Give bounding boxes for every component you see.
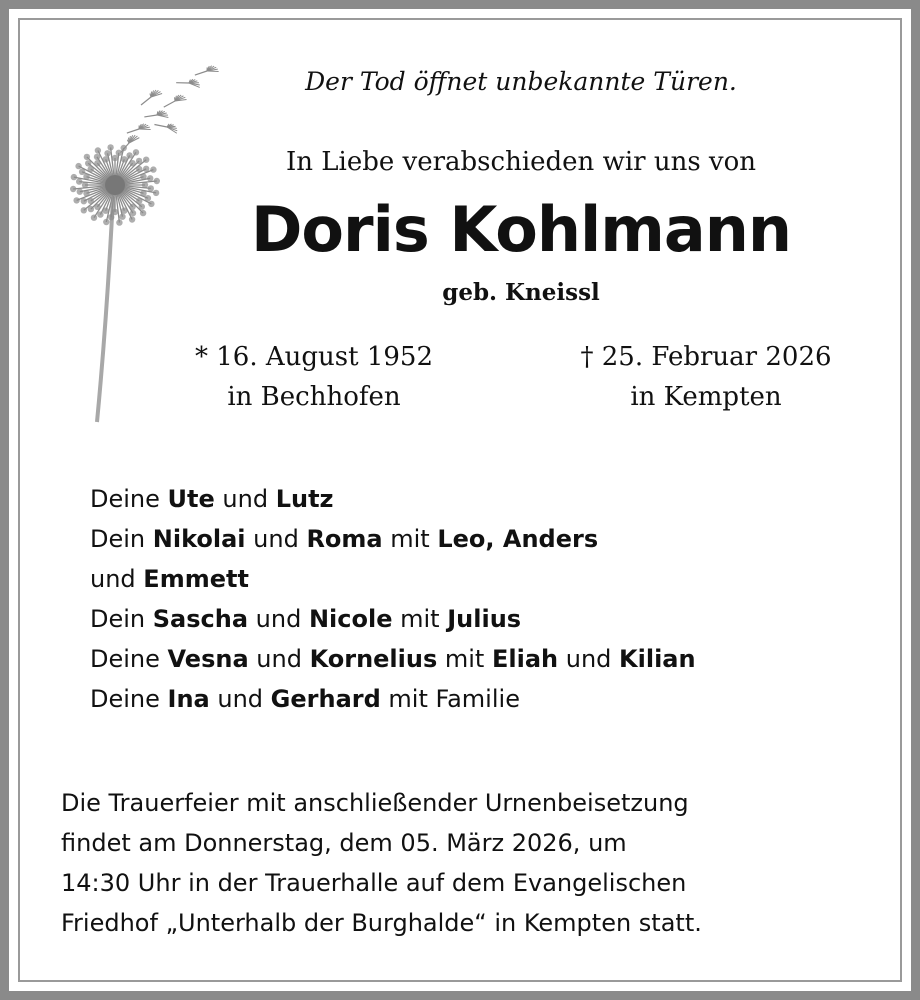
birth-place: in Bechhofen [227, 382, 401, 412]
mourner-name: Ute [167, 485, 215, 513]
mourner-name: Roma [306, 525, 383, 553]
mourner-text: und [214, 485, 276, 513]
birth-info [149, 337, 479, 417]
mourner-line [90, 599, 696, 639]
birth-date: * 16. August 1952 [194, 342, 433, 372]
death-place: in Kempten [630, 382, 782, 412]
ceremony-line: 14:30 Uhr in der Trauerhalle auf dem Evangelischen [61, 869, 687, 897]
mourner-name: Sascha [152, 605, 249, 633]
mourner-line [90, 519, 696, 559]
death-info [541, 337, 871, 417]
mourner-name: Emmett [143, 565, 249, 593]
ceremony-line: Friedhof „Unterhalb der Burghalde“ in Kempten statt. [61, 909, 702, 937]
deceased-name: Doris Kohlmann [250, 193, 792, 266]
mourner-name: Kornelius [309, 645, 438, 673]
mourner-name: Ina [167, 685, 210, 713]
mourner-name: Nicole [308, 605, 393, 633]
mourner-name: Lutz [275, 485, 334, 513]
mourner-text: und [209, 685, 271, 713]
ceremony-info [61, 783, 881, 943]
mourner-line [90, 679, 696, 719]
mourner-text: und [248, 605, 309, 633]
mourner-text: und [90, 565, 144, 593]
mourner-name: Julius [447, 605, 522, 633]
mourner-text: mit Familie [380, 685, 520, 713]
mourner-text: und [248, 645, 310, 673]
ceremony-line: Die Trauerfeier mit anschließender Urnenbeisetzung [61, 789, 689, 817]
mourner-text: Deine [90, 685, 168, 713]
mourner-line [90, 479, 696, 519]
intro-text: In Liebe verabschieden wir uns von [285, 147, 757, 177]
mourner-text: Dein [90, 525, 153, 553]
mourner-name: Kilian [619, 645, 696, 673]
mourner-text: mit [382, 525, 438, 553]
mourner-text: und [558, 645, 620, 673]
mourner-text: mit [392, 605, 448, 633]
ceremony-line: findet am Donnerstag, dem 05. März 2026, um [61, 829, 627, 857]
mourner-line [90, 559, 696, 599]
mourner-line [90, 639, 696, 679]
mourner-text: Deine [90, 645, 168, 673]
mourner-name: Vesna [167, 645, 249, 673]
mourner-name: Eliah [491, 645, 559, 673]
mourner-name: Nikolai [152, 525, 246, 553]
obituary-card [9, 9, 911, 991]
mourners-list [90, 479, 696, 719]
mourner-name: Leo, Anders [437, 525, 599, 553]
motto: Der Tod öffnet unbekannte Türen. [305, 67, 737, 96]
death-date: † 25. Februar 2026 [580, 342, 832, 372]
mourner-text: und [245, 525, 307, 553]
maiden-name: geb. Kneissl [442, 279, 600, 306]
mourner-text: Deine [90, 485, 168, 513]
mourner-text: Dein [90, 605, 153, 633]
mourner-name: Gerhard [270, 685, 381, 713]
mourner-text: mit [437, 645, 492, 673]
